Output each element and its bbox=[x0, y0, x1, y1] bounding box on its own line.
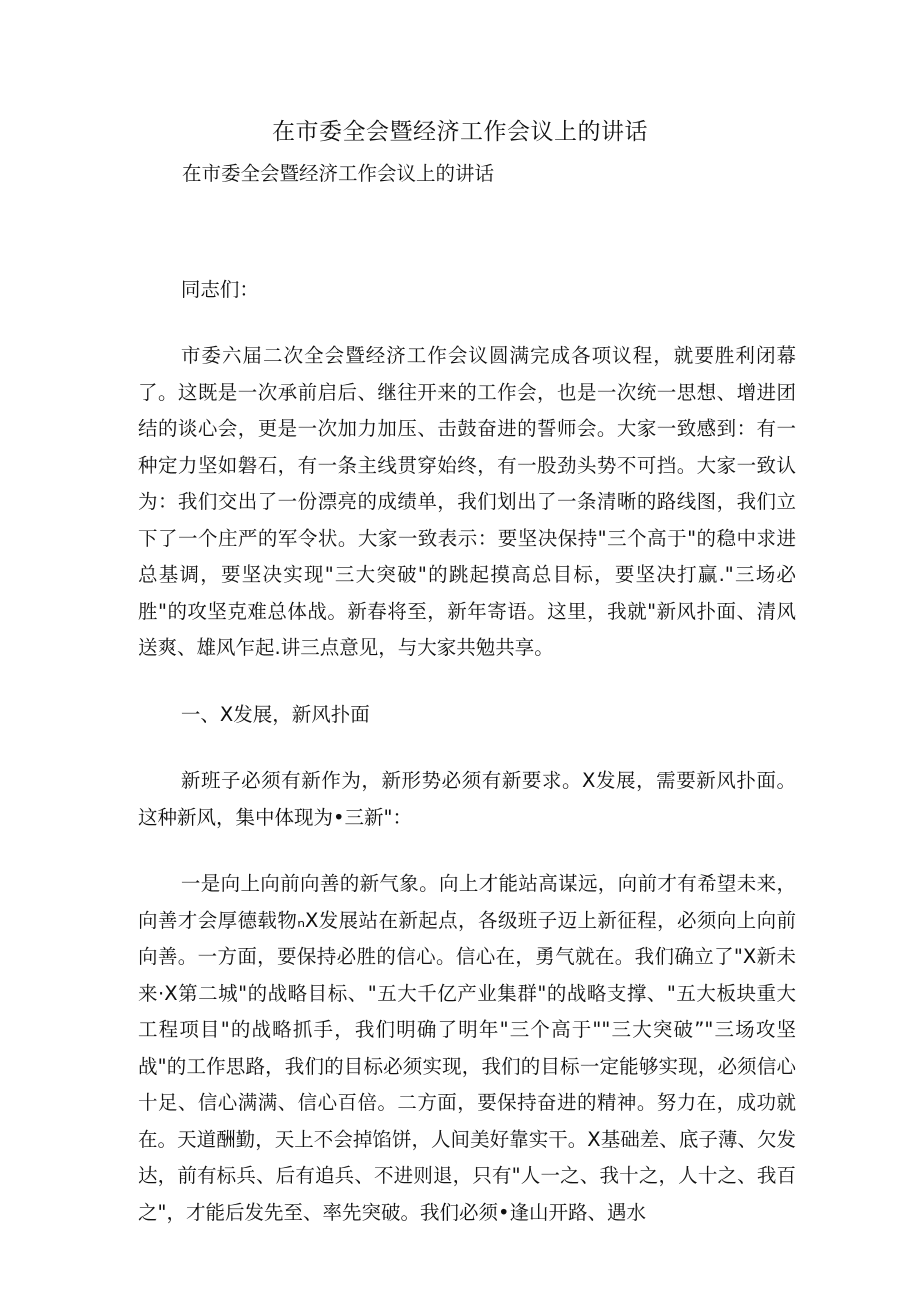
document-title: 在市委全会暨经济工作会议上的讲话 bbox=[272, 119, 648, 145]
paragraph: 一是向上向前向善的新气象。向上才能站高谋远，向前才有希望未来，向善才会厚德载物ₙX发展站在新起点，各级班子迈上新征程，必须向上向前向善。一方面，要保持必胜的信心。信心在，勇气就在。我们确立了"X新未来·X第二城"的战略目标、"五大千亿产业集群"的战略支撑、"五大板块重大工程项目"的战略抓手，我们明确了明年"三个高于""三大突破”"三场攻坚战"的工作思路，我们的目标必须实现，我们的目标一定能够实现，必须信心十足、信心满满、信心百倍。二方面，要保持奋进的精神。努力在，成功就在。天道酬勤，天上不会掉馅饼，人间美好靠实干。X基础差、底子薄、欠发达，前有标兵、后有追兵、不进则退，只有"人一之、我十之，人十之、我百之"，才能后发先至、率先突破。我们必须•逢山开路、遇水 bbox=[138, 872, 796, 1224]
salutation: 同志们： bbox=[180, 277, 259, 301]
paragraph: 新班子必须有新作为，新形势必须有新要求。X发展，需要新风扑面。这种新风，集中体现为•三新"： bbox=[138, 769, 796, 829]
document-subtitle: 在市委全会暨经济工作会议上的讲话 bbox=[182, 162, 495, 185]
section-heading: 一、X发展，新风扑面 bbox=[180, 702, 370, 726]
paragraph: 市委六届二次全会暨经济工作会议圆满完成各项议程，就要胜利闭幕了。这既是一次承前启后、继往开来的工作会，也是一次统一思想、增进团结的谈心会，更是一次加力加压、击鼓奋进的誓师会。大家一致感到：有一种定力坚如磐石，有一条主线贯穿始终，有一股劲头势不可挡。大家一致认为：我们交出了一份漂亮的成绩单，我们划出了一条清晰的路线图，我们立下了一个庄严的军令状。大家一致表示：要坚决保持"三个高于"的稳中求进总基调，要坚决实现"三大突破"的跳起摸高总目标，要坚决打赢."三场必胜"的攻坚克难总体战。新春将至，新年寄语。这里，我就"新风扑面、清风送爽、雄风乍起.讲三点意见，与大家共勉共享。 bbox=[138, 344, 796, 659]
document-body bbox=[138, 156, 796, 1231]
